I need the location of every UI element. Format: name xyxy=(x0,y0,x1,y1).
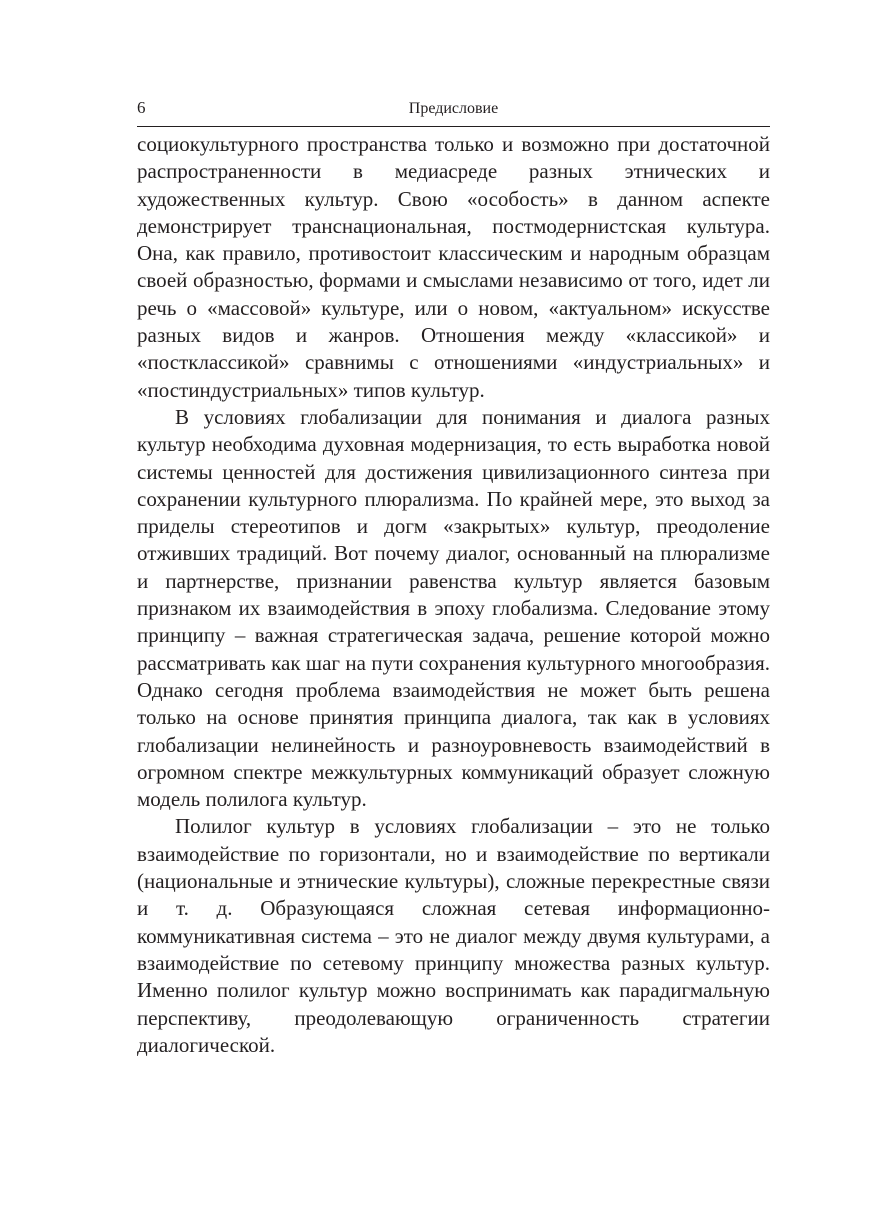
running-header xyxy=(137,96,770,127)
paragraph-3: Полилог культур в условиях глобализации – это не только взаимодействие по горизонтали, но и взаимодействие по вертикали (национальные и этнические культуры), сложные перекрестные связи и т. д. Образующаяся сложная сетевая информационно-коммуникативная система – это не диалог между двумя культурами, а взаимодействие по сетевому принципу множества разных культур. Именно полилог культур можно воспринимать как парадигмальную перспективу, преодолевающую ограниченность стратегии диалогической. xyxy=(137,814,770,1057)
book-page xyxy=(137,96,770,1059)
page-number: 6 xyxy=(137,98,146,117)
paragraph-1: социокультурного пространства только и возможно при достаточной распространенности в медиасреде разных этнических и художественных культур. Свою «особость» в данном аспекте демонстрирует транснациональная, постмодернистская культура. Она, как правило, противостоит классическим и народным образцам своей образностью, формами и смыслами независимо от того, идет ли речь о «массовой» культуре, или о новом, «актуальном» искусстве разных видов и жанров. Отношения между «классикой» и «постклассикой» сравнимы с отношениями «индустриальных» и «постиндустриальных» типов культур. xyxy=(137,132,770,402)
section-title: Предисловие xyxy=(408,100,499,117)
paragraph-2: В условиях глобализации для понимания и диалога разных культур необходима духовная модернизация, то есть выработка новой системы ценностей для достижения цивилизационного синтеза при сохранении культурного плюрализма. По крайней мере, это выход за приделы стереотипов и догм «закрытых» культур, преодоление отживших традиций. Вот почему диалог, основанный на плюрализме и партнерстве, признании равенства культур является базовым признаком их взаимодействия в эпоху глобализма. Следование этому принципу – важная стратегическая задача, решение которой можно рассматривать как шаг на пути сохранения культурного многообразия. Однако сегодня проблема взаимодействия не может быть решена только на основе принятия принципа диалога, так как в условиях глобализации нелинейность и разноуровневость взаимодействий в огромном спектре межкультурных коммуникаций образует сложную модель полилога культур. xyxy=(137,404,770,812)
body-text xyxy=(137,131,770,1059)
